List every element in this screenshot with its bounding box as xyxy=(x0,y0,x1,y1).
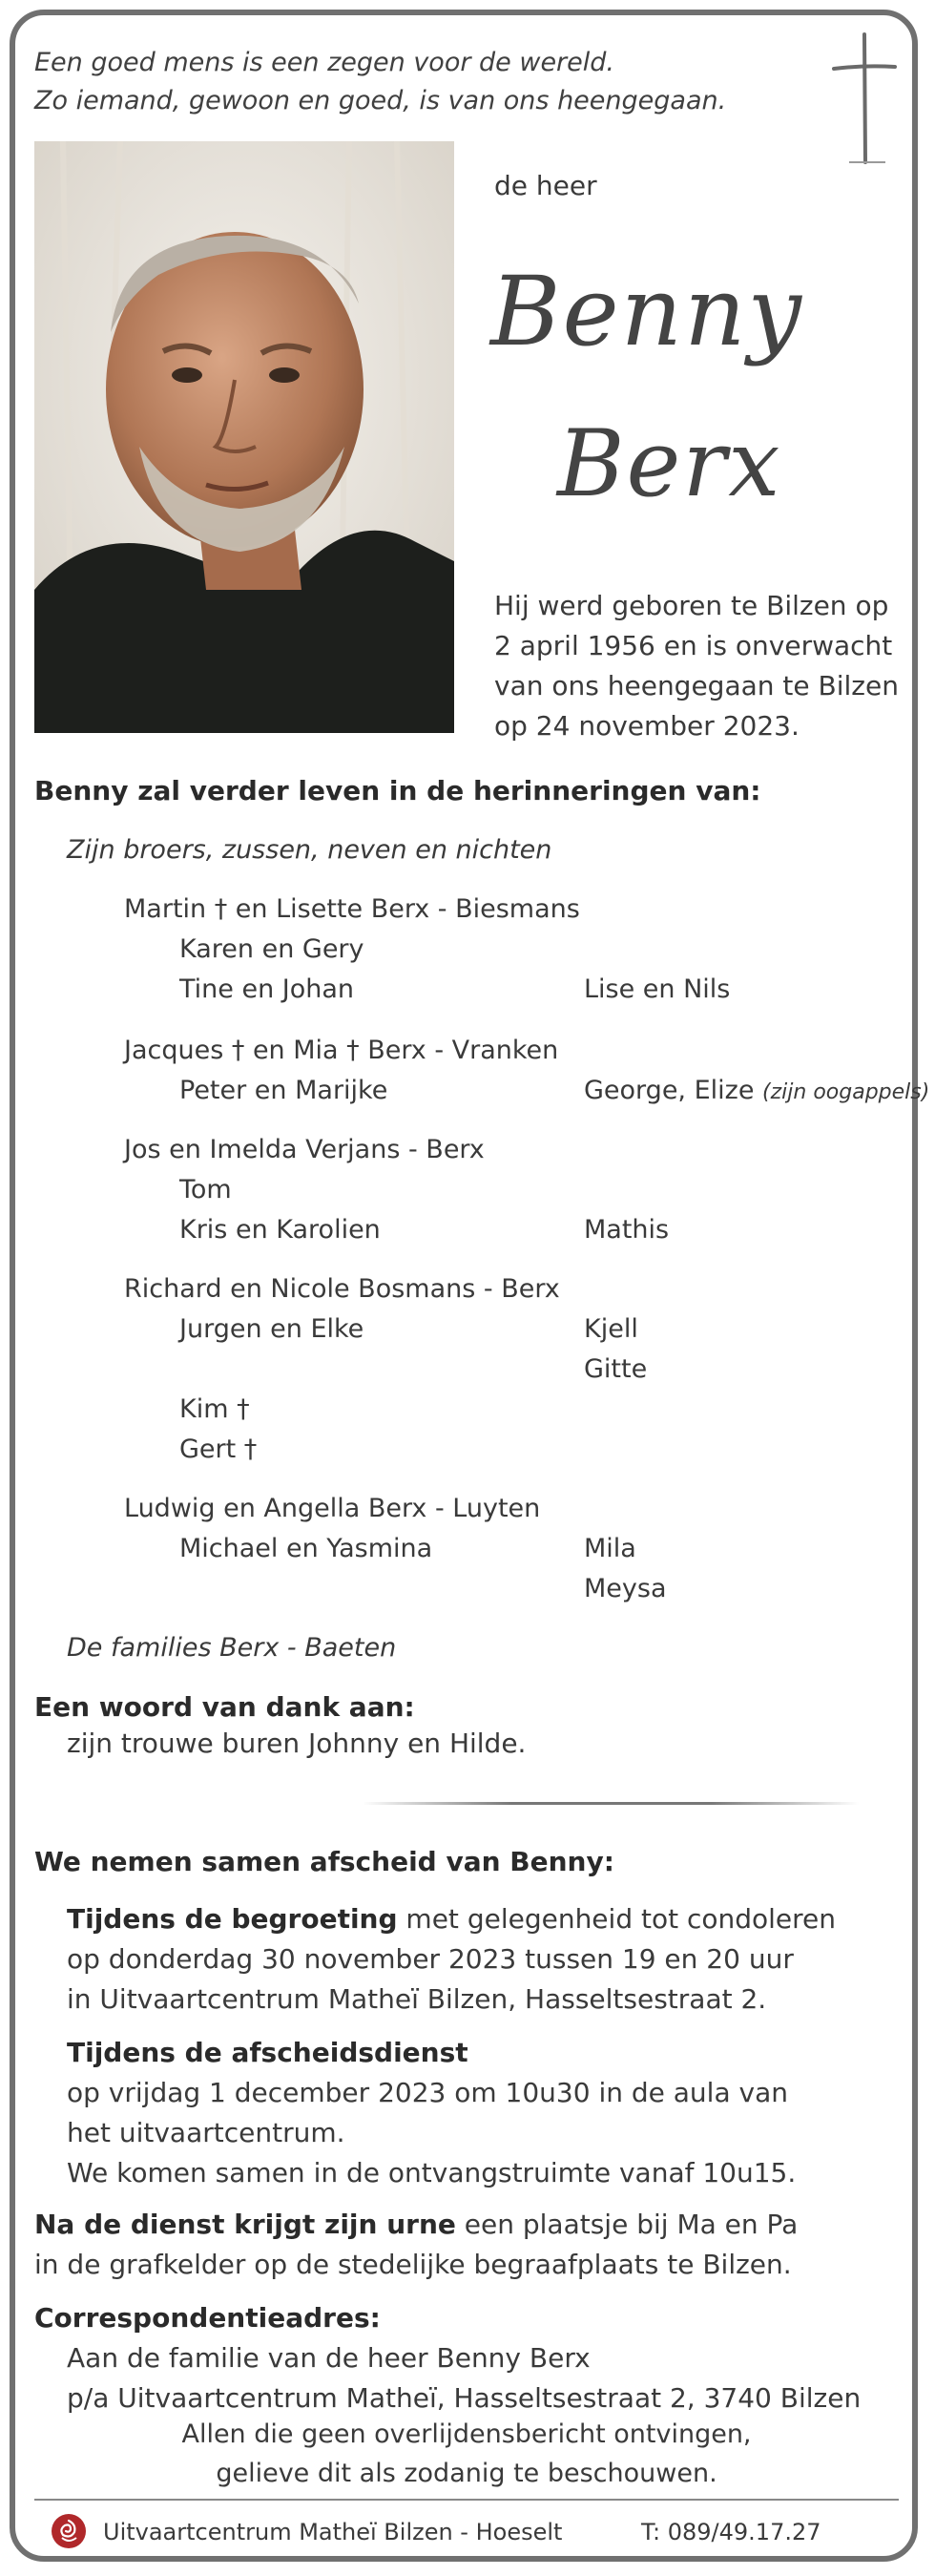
family-child: Kris en Karolien xyxy=(179,1215,381,1245)
memories-subheading: Zijn broers, zussen, neven en nichten xyxy=(67,835,552,865)
intro-quote xyxy=(34,44,726,120)
family-grandchild: Mila xyxy=(584,1534,636,1563)
intro-line-2: Zo iemand, gewoon en goed, is van ons heengegaan. xyxy=(34,86,727,115)
greeting-bold: Tijdens de begroeting xyxy=(67,1903,398,1935)
family-grandchild: Kjell xyxy=(584,1314,638,1344)
section-divider xyxy=(363,1802,859,1805)
family-head: Richard en Nicole Bosmans - Berx xyxy=(124,1274,560,1304)
intro-line-1: Een goed mens is een zegen voor de wereld. xyxy=(34,48,614,77)
family-child: Tine en Johan xyxy=(179,974,355,1004)
family-head: Jos en Imelda Verjans - Berx xyxy=(124,1135,485,1164)
family-child: Gert † xyxy=(179,1435,258,1464)
grandchild-note: (zijn oogappels) xyxy=(762,1080,930,1104)
family-head: Jacques † en Mia † Berx - Vranken xyxy=(124,1036,559,1065)
correspondence-block xyxy=(34,2298,861,2419)
family-child: Kim † xyxy=(179,1394,250,1424)
correspondence-heading: Correspondentieadres: xyxy=(34,2302,381,2334)
family-child: Michael en Yasmina xyxy=(179,1534,433,1563)
notice-line-2: gelieve dit als zodanig te beschouwen. xyxy=(216,2459,717,2488)
family-grandchild: Mathis xyxy=(584,1215,670,1245)
greeting-rest: met gelegenheid tot condoleren xyxy=(397,1903,837,1935)
thanks-text: zijn trouwe buren Johnny en Hilde. xyxy=(67,1728,527,1759)
correspondence-line-1: Aan de familie van de heer Benny Berx xyxy=(67,2342,591,2374)
greeting-line-3: in Uitvaartcentrum Matheï Bilzen, Hasseltsestraat 2. xyxy=(67,1983,767,2015)
family-head: Martin † en Lisette Berx - Biesmans xyxy=(124,894,580,924)
notice-line-1: Allen die geen overlijdensbericht ontvingen, xyxy=(181,2419,752,2449)
bio-line-1: Hij werd geboren te Bilzen op xyxy=(494,590,889,621)
greeting-block xyxy=(67,1899,836,2020)
portrait-photo xyxy=(34,141,454,733)
correspondence-line-2: p/a Uitvaartcentrum Matheï, Hasseltsestraat 2, 3740 Bilzen xyxy=(67,2382,862,2414)
family-child: Jurgen en Elke xyxy=(179,1314,364,1344)
memories-heading: Benny zal verder leven in de herinneringen van: xyxy=(34,775,761,806)
thanks-heading: Een woord van dank aan: xyxy=(34,1691,415,1723)
families-footer: De families Berx - Baeten xyxy=(67,1633,397,1663)
bio-line-4: op 24 november 2023. xyxy=(494,710,800,742)
service-line-2: het uitvaartcentrum. xyxy=(67,2117,345,2148)
urn-block xyxy=(34,2205,798,2285)
cross-icon xyxy=(830,31,897,164)
family-grandchild xyxy=(584,1071,929,1112)
notice-block xyxy=(34,2415,899,2493)
urn-line-1 xyxy=(34,2205,798,2245)
footer-company: Uitvaartcentrum Matheï Bilzen - Hoeselt xyxy=(103,2519,563,2545)
footer-phone: T: 089/49.17.27 xyxy=(641,2519,821,2545)
family-grandchild: Lise en Nils xyxy=(584,974,731,1004)
family-grandchild: Meysa xyxy=(584,1574,667,1603)
service-heading: Tijdens de afscheidsdienst xyxy=(67,2037,468,2068)
service-block xyxy=(67,2033,796,2193)
greeting-line-1 xyxy=(67,1899,836,1939)
bio-line-3: van ons heengegaan te Bilzen xyxy=(494,670,899,702)
bio-line-2: 2 april 1956 en is onverwacht xyxy=(494,630,893,661)
rose-logo-icon xyxy=(50,2512,88,2550)
farewell-heading: We nemen samen afscheid van Benny: xyxy=(34,1846,614,1877)
urn-bold: Na de dienst krijgt zijn urne xyxy=(34,2209,456,2240)
family-head: Ludwig en Angella Berx - Luyten xyxy=(124,1494,541,1523)
first-name: Benny xyxy=(490,256,803,367)
bio xyxy=(494,586,899,746)
title-prefix: de heer xyxy=(494,170,597,201)
family-child: Peter en Marijke xyxy=(179,1076,388,1105)
family-child: Tom xyxy=(179,1175,232,1204)
footer-divider xyxy=(34,2499,899,2501)
family-child: Karen en Gery xyxy=(179,934,364,964)
greeting-line-2: op donderdag 30 november 2023 tussen 19 en 20 uur xyxy=(67,1943,794,1975)
grandchild-names: George, Elize xyxy=(584,1076,755,1105)
service-line-1: op vrijdag 1 december 2023 om 10u30 in de aula van xyxy=(67,2077,788,2108)
family-grandchild: Gitte xyxy=(584,1354,648,1384)
urn-rest: een plaatsje bij Ma en Pa xyxy=(455,2209,799,2240)
service-line-3: We komen samen in de ontvangstruimte vanaf 10u15. xyxy=(67,2157,797,2189)
urn-line-2: in de grafkelder op de stedelijke begraafplaats te Bilzen. xyxy=(34,2249,792,2280)
last-name: Berx xyxy=(557,410,782,517)
